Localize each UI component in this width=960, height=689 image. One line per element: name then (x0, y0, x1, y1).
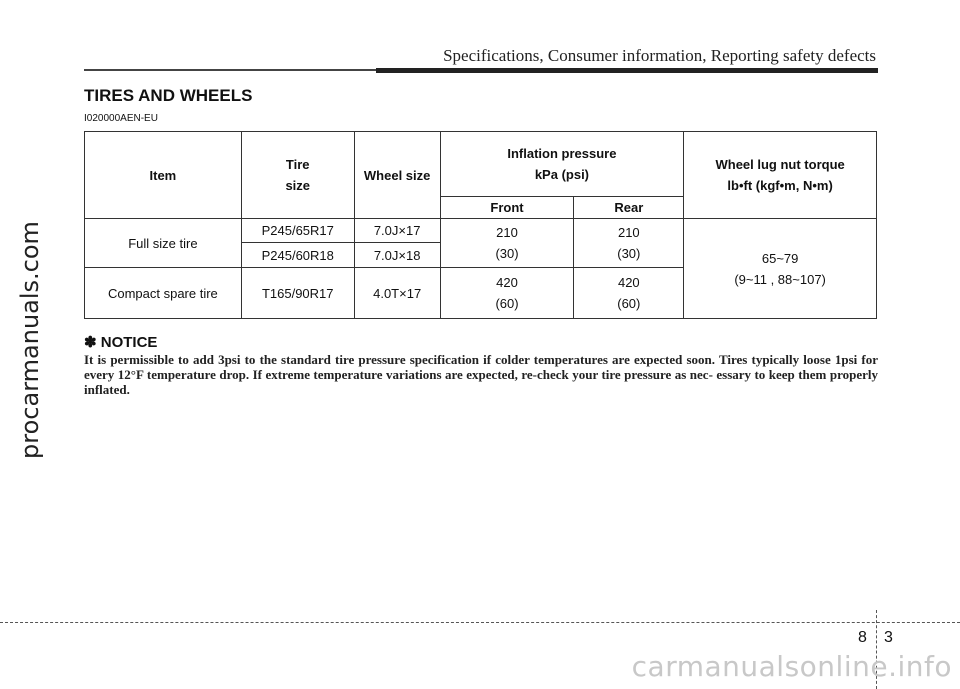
notice-body: It is permissible to add 3psi to the standard tire pressure specification if colder temperatures are expected soon. Tires typically loose 1psi for every 12°F temperature drop. If extreme temperature variations are expected, re-check your tire pressure as nec- essary to keep them properly inflated. (84, 352, 878, 397)
tires-wheels-table (84, 131, 877, 319)
header-inflation-line1: Inflation pressure (507, 146, 617, 161)
footer-rule (0, 622, 960, 623)
cell-compact-rear (574, 268, 684, 319)
cell-full-front (440, 219, 574, 268)
bottom-watermark: carmanualsonline.info (631, 650, 952, 683)
header-torque-line1: Wheel lug nut torque (715, 157, 845, 172)
side-watermark: procarmanuals.com (16, 221, 44, 459)
cell-compact-front-psi: (60) (495, 296, 519, 311)
header-rule-thick (376, 68, 878, 73)
section-title: TIRES AND WHEELS (84, 86, 253, 105)
header-tire-size (241, 132, 354, 219)
cell-compact-front-kpa: 420 (496, 275, 518, 290)
header-tire-line1: Tire (285, 157, 310, 172)
table-row (85, 219, 877, 243)
cell-compact-rear-psi: (60) (617, 296, 641, 311)
cell-torque-line2: (9~11 , 88~107) (734, 271, 826, 287)
cell-torque-line1: 65~79 (761, 250, 799, 266)
cell-compact-front (440, 268, 574, 319)
table-header-row (85, 132, 877, 197)
header-item: Item (85, 132, 242, 219)
cell-full-rear (574, 219, 684, 268)
cell-wheel: 7.0J×18 (354, 243, 440, 268)
cell-tire: P245/65R17 (241, 219, 354, 243)
cell-full-size-label: Full size tire (85, 219, 242, 268)
cell-compact-label: Compact spare tire (85, 268, 242, 319)
header-torque-line2: lb•ft (kgf•m, N•m) (727, 178, 833, 193)
header-tire-line2: size (285, 178, 311, 193)
section-code: I020000AEN-EU (84, 113, 158, 124)
page-header-title: Specifications, Consumer information, Reporting safety defects (443, 46, 876, 65)
notice-title: ✽ NOTICE (84, 334, 158, 351)
header-wheel-size: Wheel size (354, 132, 440, 219)
cell-wheel: 7.0J×17 (354, 219, 440, 243)
header-inflation-line2: kPa (psi) (534, 167, 590, 182)
cell-compact-rear-kpa: 420 (617, 275, 640, 290)
cell-wheel: 4.0T×17 (354, 268, 440, 319)
header-rear: Rear (574, 197, 684, 219)
cell-tire: T165/90R17 (241, 268, 354, 319)
header-front: Front (440, 197, 574, 219)
header-inflation (440, 132, 684, 197)
page-number: 3 (884, 629, 893, 646)
cell-full-front-psi: (30) (495, 246, 519, 261)
page-chapter-number: 8 (858, 629, 867, 646)
cell-full-rear-psi: (30) (617, 246, 641, 261)
cell-full-rear-kpa: 210 (617, 225, 640, 240)
cell-tire: P245/60R18 (241, 243, 354, 268)
cell-full-front-kpa: 210 (496, 225, 518, 240)
cell-torque (684, 219, 877, 319)
header-torque (684, 132, 877, 219)
